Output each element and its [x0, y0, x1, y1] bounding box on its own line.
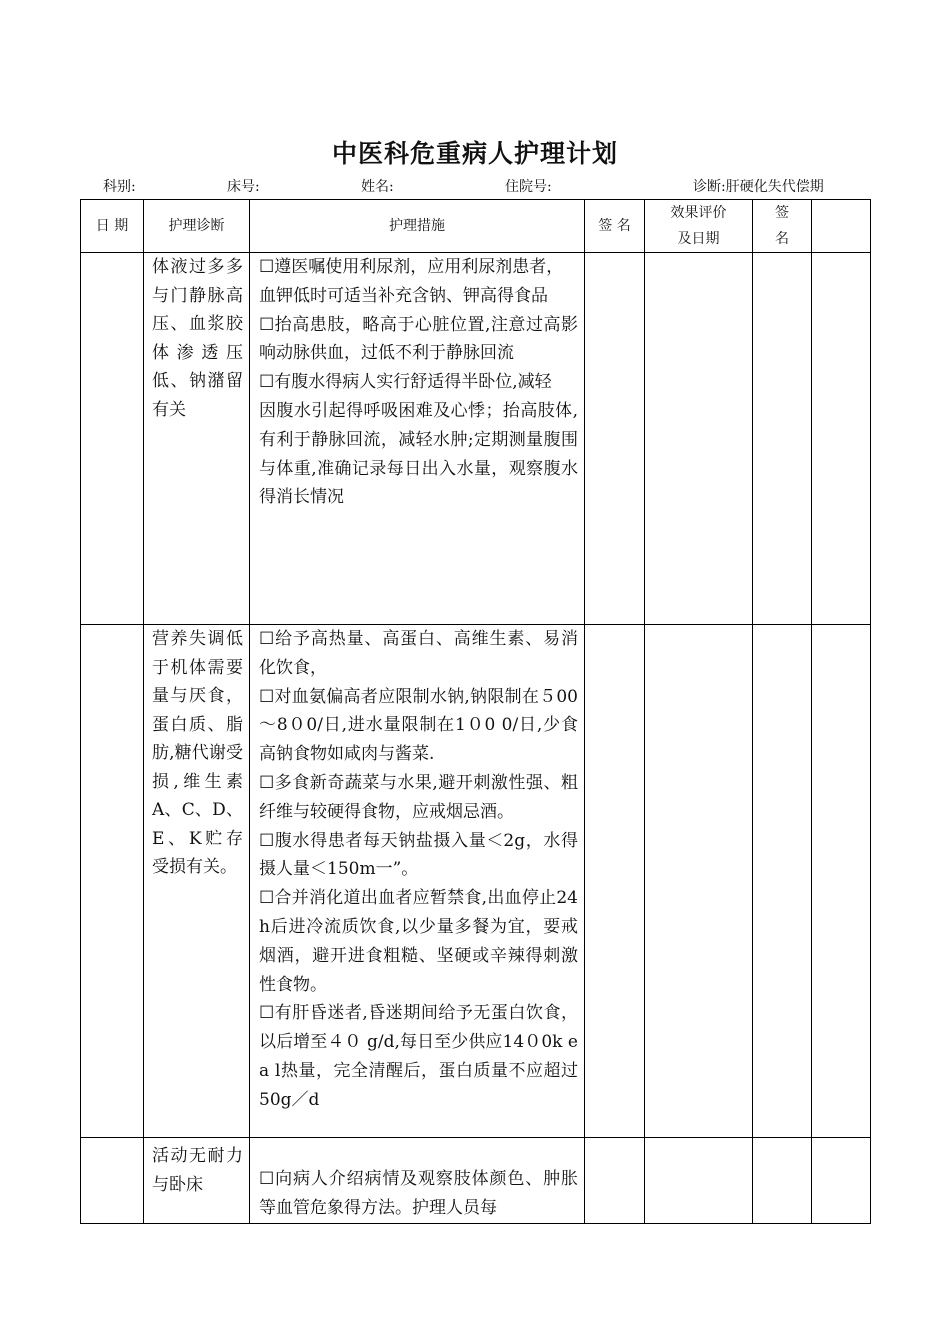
- cell-extra: [812, 253, 871, 625]
- cell-evaluation: [645, 253, 753, 625]
- measure-item: 因腹水引起得呼吸困难及心悸；抬高肢体,有利于静脉回流，减轻水肿;定期测量腹围与体重,准确记录每日出入水量，观察腹水得消长情况: [259, 400, 578, 508]
- cell-extra: [812, 625, 871, 1138]
- cell-signature-2: [753, 253, 812, 625]
- nursing-plan-table: [80, 199, 871, 1224]
- header-signature-2-line1: 签: [775, 205, 789, 221]
- table-row: [81, 625, 871, 1138]
- measure-item: ☐向病人介绍病情及观察肢体颜色、肿胀等血管危象得方法。护理人员每: [259, 1169, 578, 1218]
- header-signature: 签 名: [585, 200, 645, 253]
- measure-item: ☐对血氨偏高者应限制水钠,钠限制在５00～8０0/日,进水量限制在1０0 0/日,少食高钠食物如咸肉与酱菜.: [259, 686, 578, 765]
- header-nursing-measures: 护理措施: [250, 200, 585, 253]
- header-signature-2: [753, 200, 812, 253]
- header-evaluation-line2: 及日期: [677, 231, 720, 247]
- cell-nursing-measures: [250, 625, 585, 1138]
- header-evaluation: [645, 200, 753, 253]
- measure-item: ☐有肝昏迷者,昏迷期间给予无蛋白饮食，以后增至４０ g/d,每日至少供应14０0k e a l热量，完全清醒后，蛋白质量不应超过50g／d: [259, 1003, 578, 1110]
- cell-signature: [585, 253, 645, 625]
- measure-item: ☐多食新奇蔬菜与水果,避开刺激性强、粗纤维与较硬得食物，应戒烟忌酒。: [259, 772, 578, 822]
- cell-extra: [812, 1138, 871, 1224]
- bed-label: 床号:: [227, 179, 260, 195]
- cell-signature: [585, 625, 645, 1138]
- header-evaluation-line1: 效果评价: [670, 205, 727, 221]
- measure-item: ☐抬高患肢，略高于心脏位置,注意过高影响动脉供血，过低不利于静脉回流: [259, 314, 578, 364]
- cell-date: [81, 625, 144, 1138]
- cell-evaluation: [645, 1138, 753, 1224]
- admission-number-label: 住院号:: [505, 179, 552, 195]
- diagnosis-label: 诊断:肝硬化失代偿期: [693, 179, 824, 195]
- cell-signature-2: [753, 625, 812, 1138]
- header-nursing-diagnosis: 护理诊断: [144, 200, 250, 253]
- cell-nursing-diagnosis: 体液过多多与门静脉高压、血浆胶体渗透压低、钠潴留有关: [144, 253, 250, 625]
- measure-item: ☐腹水得患者每天钠盐摄入量＜2g，水得摄人量＜150m一”。: [259, 830, 578, 880]
- dept-label: 科别:: [103, 179, 136, 195]
- table-row: [81, 1138, 871, 1224]
- measure-item: ☐遵医嘱使用利尿剂，应用利尿剂患者，: [259, 257, 564, 277]
- header-signature-2-line2: 名: [775, 231, 789, 247]
- cell-signature-2: [753, 1138, 812, 1224]
- patient-name-label: 姓名:: [361, 179, 394, 195]
- table-header-row: [81, 200, 871, 253]
- measure-item: ☐给予高热量、高蛋白、高维生素、易消化饮食，: [259, 629, 578, 678]
- measure-item: ☐有腹水得病人实行舒适得半卧位,减轻: [259, 372, 552, 393]
- cell-date: [81, 253, 144, 625]
- cell-nursing-diagnosis: 营养失调低于机体需要量与厌食，蛋白质、脂肪,糖代谢受损,维生素A、C、D、E、K贮存受损有关。: [144, 625, 250, 1138]
- measure-item: ☐合并消化道出血者应暂禁食,出血停止24 h后进冷流质饮食,以少量多餐为宜，要戒烟酒，避开进食粗糙、坚硬或辛辣得刺激性食物。: [259, 888, 578, 995]
- header-date: 日 期: [81, 200, 144, 253]
- cell-signature: [585, 1138, 645, 1224]
- cell-evaluation: [645, 625, 753, 1138]
- table-row: [81, 253, 871, 625]
- cell-nursing-measures: [250, 253, 585, 625]
- cell-nursing-measures: [250, 1138, 585, 1224]
- cell-date: [81, 1138, 144, 1224]
- page-title: 中医科危重病人护理计划: [331, 139, 618, 168]
- cell-nursing-diagnosis: 活动无耐力与卧床: [144, 1138, 250, 1224]
- header-extra: [812, 200, 871, 253]
- measure-item: 血钾低时可适当补充含钠、钾高得食品: [259, 285, 548, 306]
